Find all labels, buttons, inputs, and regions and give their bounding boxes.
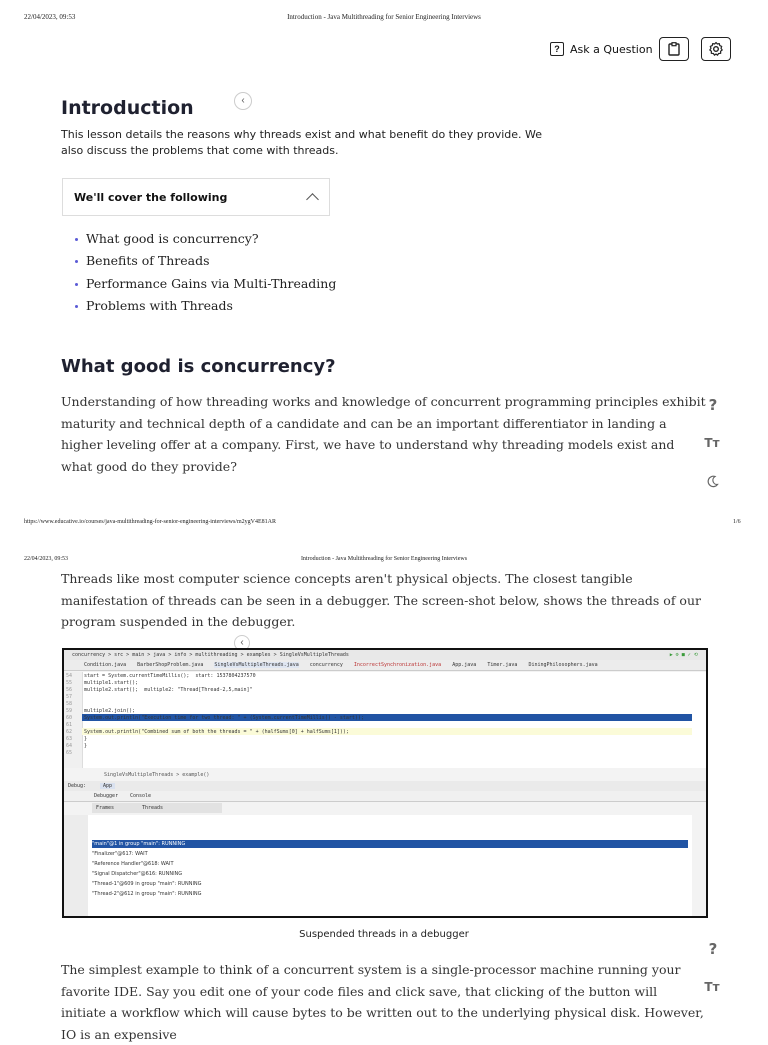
ide-debugger-tab: Debugger bbox=[94, 793, 119, 799]
ide-threads-tab: Threads bbox=[142, 805, 164, 811]
print-datetime: 22/04/2023, 09:53 bbox=[24, 13, 76, 21]
ask-question-label: Ask a Question bbox=[570, 42, 653, 56]
lesson-summary: This lesson details the reasons why threads exist and what benefit do they provide. We also discuss the problems that come with threads. bbox=[61, 128, 543, 157]
code-line: multiple2.join(); bbox=[84, 708, 136, 714]
code-line: multiple1.join(); multiple1: "Thread[Thread-1,5,main]" bbox=[84, 701, 250, 707]
font-size-icon[interactable]: Tт bbox=[704, 436, 720, 450]
code-line: multiple1.start(); bbox=[84, 680, 139, 686]
gear-icon bbox=[708, 41, 724, 57]
code-line-number: 65 bbox=[66, 750, 73, 756]
ask-question-button[interactable] bbox=[550, 39, 653, 59]
thread-row: "Thread-2"@612 in group "main": RUNNING bbox=[92, 891, 202, 897]
ide-tab: IncorrectSynchronization.java bbox=[353, 662, 442, 668]
ide-breadcrumb: concurrency > src > main > java > info > multithreading > examples > SingleVsMultipleThreads bbox=[72, 652, 349, 658]
settings-button[interactable] bbox=[701, 37, 731, 61]
print-url: https://www.educative.io/courses/java-multithreading-for-senior-engineering-interviews/m2ygV4E81AR bbox=[24, 519, 276, 525]
toc-item[interactable]: What good is concurrency? bbox=[74, 228, 336, 250]
clipboard-icon bbox=[668, 42, 680, 56]
print-page-number: 1/6 bbox=[733, 519, 741, 525]
thread-row: "Reference Handler"@618: WAIT bbox=[92, 861, 174, 867]
print-page-title: Introduction - Java Multithreading for Senior Engineering Interviews bbox=[300, 556, 468, 562]
print-page-title: Introduction - Java Multithreading for Senior Engineering Interviews bbox=[287, 13, 481, 21]
toc-item[interactable]: Problems with Threads bbox=[74, 295, 336, 317]
thread-row: "Thread-1"@609 in group "main": RUNNING bbox=[92, 881, 202, 887]
help-icon[interactable]: ? bbox=[708, 940, 718, 958]
code-line-number: 59 bbox=[66, 708, 73, 714]
paragraph: The simplest example to think of a concurrent system is a single-processor machine running your favorite IDE. Say you edit one of your code files and click save, that clicking of the button will initiate a workflow which will cause bytes to be written out to the underlying physical disk. However, IO is an expensive bbox=[61, 962, 704, 1042]
code-line-number: 64 bbox=[66, 743, 73, 749]
code-line: } bbox=[84, 736, 88, 742]
ide-tab: Timer.java bbox=[487, 662, 518, 668]
ide-tab: BarberShopProblem.java bbox=[137, 662, 204, 668]
collapse-sidebar-button[interactable] bbox=[234, 92, 252, 110]
paragraph: Threads like most computer science concepts aren't physical objects. The closest tangible manifestation of threads can be seen in a debugger. The screen-shot below, shows the threads of our program suspended in the debugger. bbox=[61, 571, 701, 629]
cover-toggle[interactable] bbox=[62, 178, 330, 216]
code-line-number: 63 bbox=[66, 736, 73, 742]
ide-tabs bbox=[64, 660, 706, 671]
code-line: start = System.currentTimeMillis(); start: 1537804237570 bbox=[84, 673, 256, 679]
chevron-left-icon: ‹ bbox=[241, 95, 245, 106]
font-size-icon[interactable]: Tт bbox=[704, 980, 720, 994]
ide-debug-label: Debug: bbox=[68, 783, 87, 789]
ide-app-tab: App bbox=[100, 783, 115, 789]
print-datetime: 22/04/2023, 09:53 bbox=[24, 556, 69, 562]
code-line-number: 56 bbox=[66, 687, 73, 693]
chevron-up-icon bbox=[306, 193, 319, 206]
debugger-screenshot bbox=[62, 648, 708, 918]
ide-frames-tab: Frames bbox=[96, 805, 115, 811]
ide-tab: DiningPhilosophers.java bbox=[528, 662, 598, 668]
code-line-number: 57 bbox=[66, 694, 73, 700]
ide-console-tab: Console bbox=[130, 793, 152, 799]
code-line-number: 60 bbox=[66, 715, 73, 721]
code-line-number: 58 bbox=[66, 701, 73, 707]
ide-code-editor bbox=[64, 672, 706, 768]
ide-tab: Condition.java bbox=[84, 662, 127, 668]
clipboard-button[interactable] bbox=[659, 37, 689, 61]
ide-file-path: SingleVsMultipleThreads > example() bbox=[104, 772, 210, 778]
ide-tab: concurrency bbox=[309, 662, 343, 668]
code-line-number: 55 bbox=[66, 680, 73, 686]
question-icon: ? bbox=[550, 42, 564, 56]
paragraph: Understanding of how threading works and knowledge of concurrent programming principles exhibit maturity and technical depth of a candidate and can be an important differentiator in landing a higher leveling offer at a company. First, we have to understand why threading models exist and what good do they provide? bbox=[61, 394, 706, 474]
moon-icon[interactable] bbox=[706, 475, 719, 493]
code-line-number: 62 bbox=[66, 729, 73, 735]
figure-caption: Suspended threads in a debugger bbox=[299, 929, 469, 940]
section-heading: What good is concurrency? bbox=[61, 356, 336, 377]
chevron-left-icon: ‹ bbox=[240, 637, 244, 648]
thread-row: "Signal Dispatcher"@616: RUNNING bbox=[92, 871, 183, 877]
code-line: multiple2.start(); multiple2: "Thread[Thread-2,5,main]" bbox=[84, 687, 253, 693]
thread-row: "Finalizer"@617: WAIT bbox=[92, 851, 148, 857]
code-line-number: 61 bbox=[66, 722, 73, 728]
page-title: Introduction bbox=[61, 97, 194, 119]
thread-row: "main"@1 in group "main": RUNNING bbox=[92, 841, 186, 847]
toc-item[interactable]: Benefits of Threads bbox=[74, 250, 336, 272]
cover-label: We'll cover the following bbox=[74, 191, 228, 204]
code-line: } bbox=[84, 743, 88, 749]
code-line: System.out.println("Combined sum of both the threads = " + (halfSums[0] + halfSums[1])); bbox=[84, 729, 349, 735]
code-line: System.out.println("Execution time for two thread: " + (System.currentTimeMillis() - start)); bbox=[84, 715, 364, 721]
table-of-contents bbox=[74, 228, 336, 318]
ide-toolbar-icons: ▶ ⚙ ■ ✓ ⟲ bbox=[669, 652, 698, 658]
help-icon[interactable]: ? bbox=[708, 396, 718, 414]
ide-tab: SingleVsMultipleThreads.java bbox=[214, 662, 299, 668]
ide-tab: App.java bbox=[452, 662, 477, 668]
code-line-number: 54 bbox=[66, 673, 73, 679]
toc-item[interactable]: Performance Gains via Multi-Threading bbox=[74, 273, 336, 295]
